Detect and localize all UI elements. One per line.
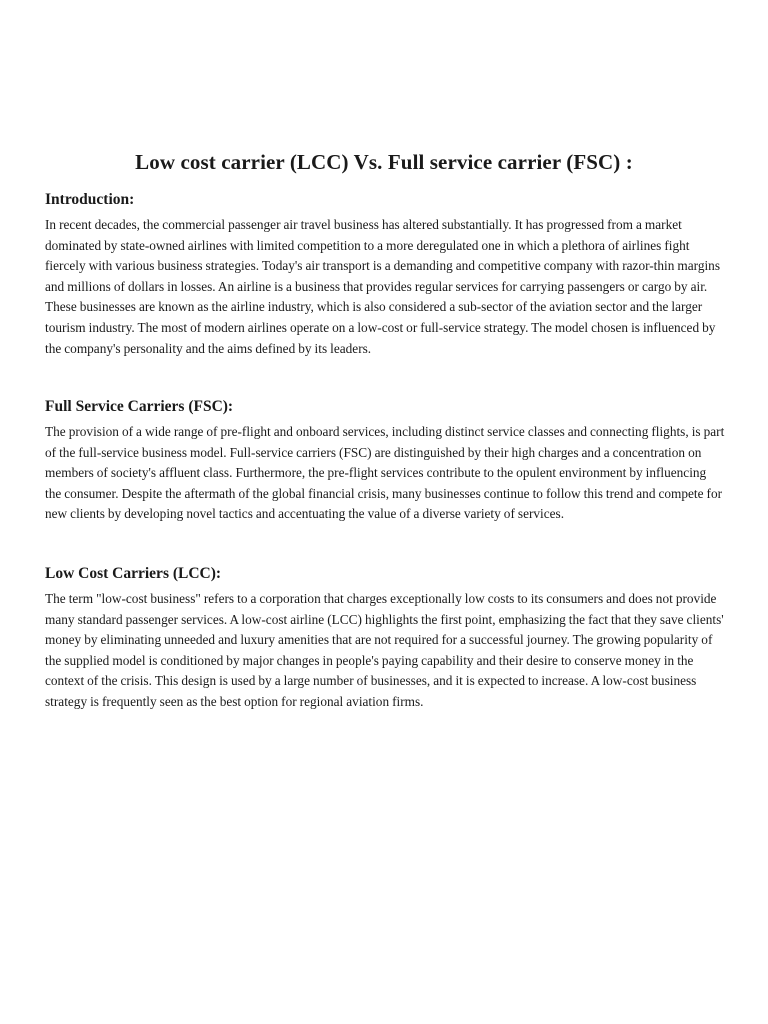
section-body-introduction: In recent decades, the commercial passenger air travel business has altered substantially. It has progressed from a market dominated by state-owned airlines with limited competition to a more deregulated one in which a plethora of airlines fight fiercely with various business strategies. Today's air transport is a demanding and competitive company with razor-thin margins and millions of dollars in losses. An airline is a business that provides regular services for carrying passengers or cargo by air. These businesses are known as the airline industry, which is also considered a sub-sector of the aviation sector and the larger tourism industry. The most of modern airlines operate on a low-cost or full-service strategy. The model chosen is influenced by the company's personality and the aims defined by its leaders.	[45, 217, 720, 356]
section-heading-full-service-carriers: Full Service Carriers (FSC):	[45, 398, 234, 415]
section-introduction	[45, 190, 725, 359]
section-full-service-carriers	[45, 397, 725, 525]
section-body-full-service-carriers: The provision of a wide range of pre-flight and onboard services, including distinct service classes and connecting flights, is part of the full-service business model. Full-service carriers (FSC) are distinguished by their high charges and a concentration on members of society's affluent class. Furthermore, the pre-flight services contribute to the opulent environment by influencing the consumer. Despite the aftermath of the global financial crisis, many businesses continue to follow this trend and compete for new clients by developing novel tactics and accentuating the value of a diverse variety of services.	[45, 424, 725, 522]
section-low-cost-carriers	[45, 564, 725, 713]
section-heading-introduction: Introduction:	[45, 191, 135, 208]
document-title: Low cost carrier (LCC) Vs. Full service carrier (FSC) :	[135, 150, 633, 174]
section-body-low-cost-carriers: The term "low-cost business" refers to a corporation that charges exceptionally low costs to its consumers and does not provide many standard passenger services. A low-cost airline (LCC) highlights the first point, emphasizing the fact that they save clients' money by eliminating unneeded and luxury amenities that are not required for a successful journey. The growing popularity of the supplied model is conditioned by major changes in people's paying capability and their desire to conserve money in the context of the crisis. This design is used by a large number of businesses, and it is expected to increase. A low-cost business strategy is frequently seen as the best option for regional aviation firms.	[45, 591, 724, 709]
section-heading-low-cost-carriers: Low Cost Carriers (LCC):	[45, 565, 222, 582]
